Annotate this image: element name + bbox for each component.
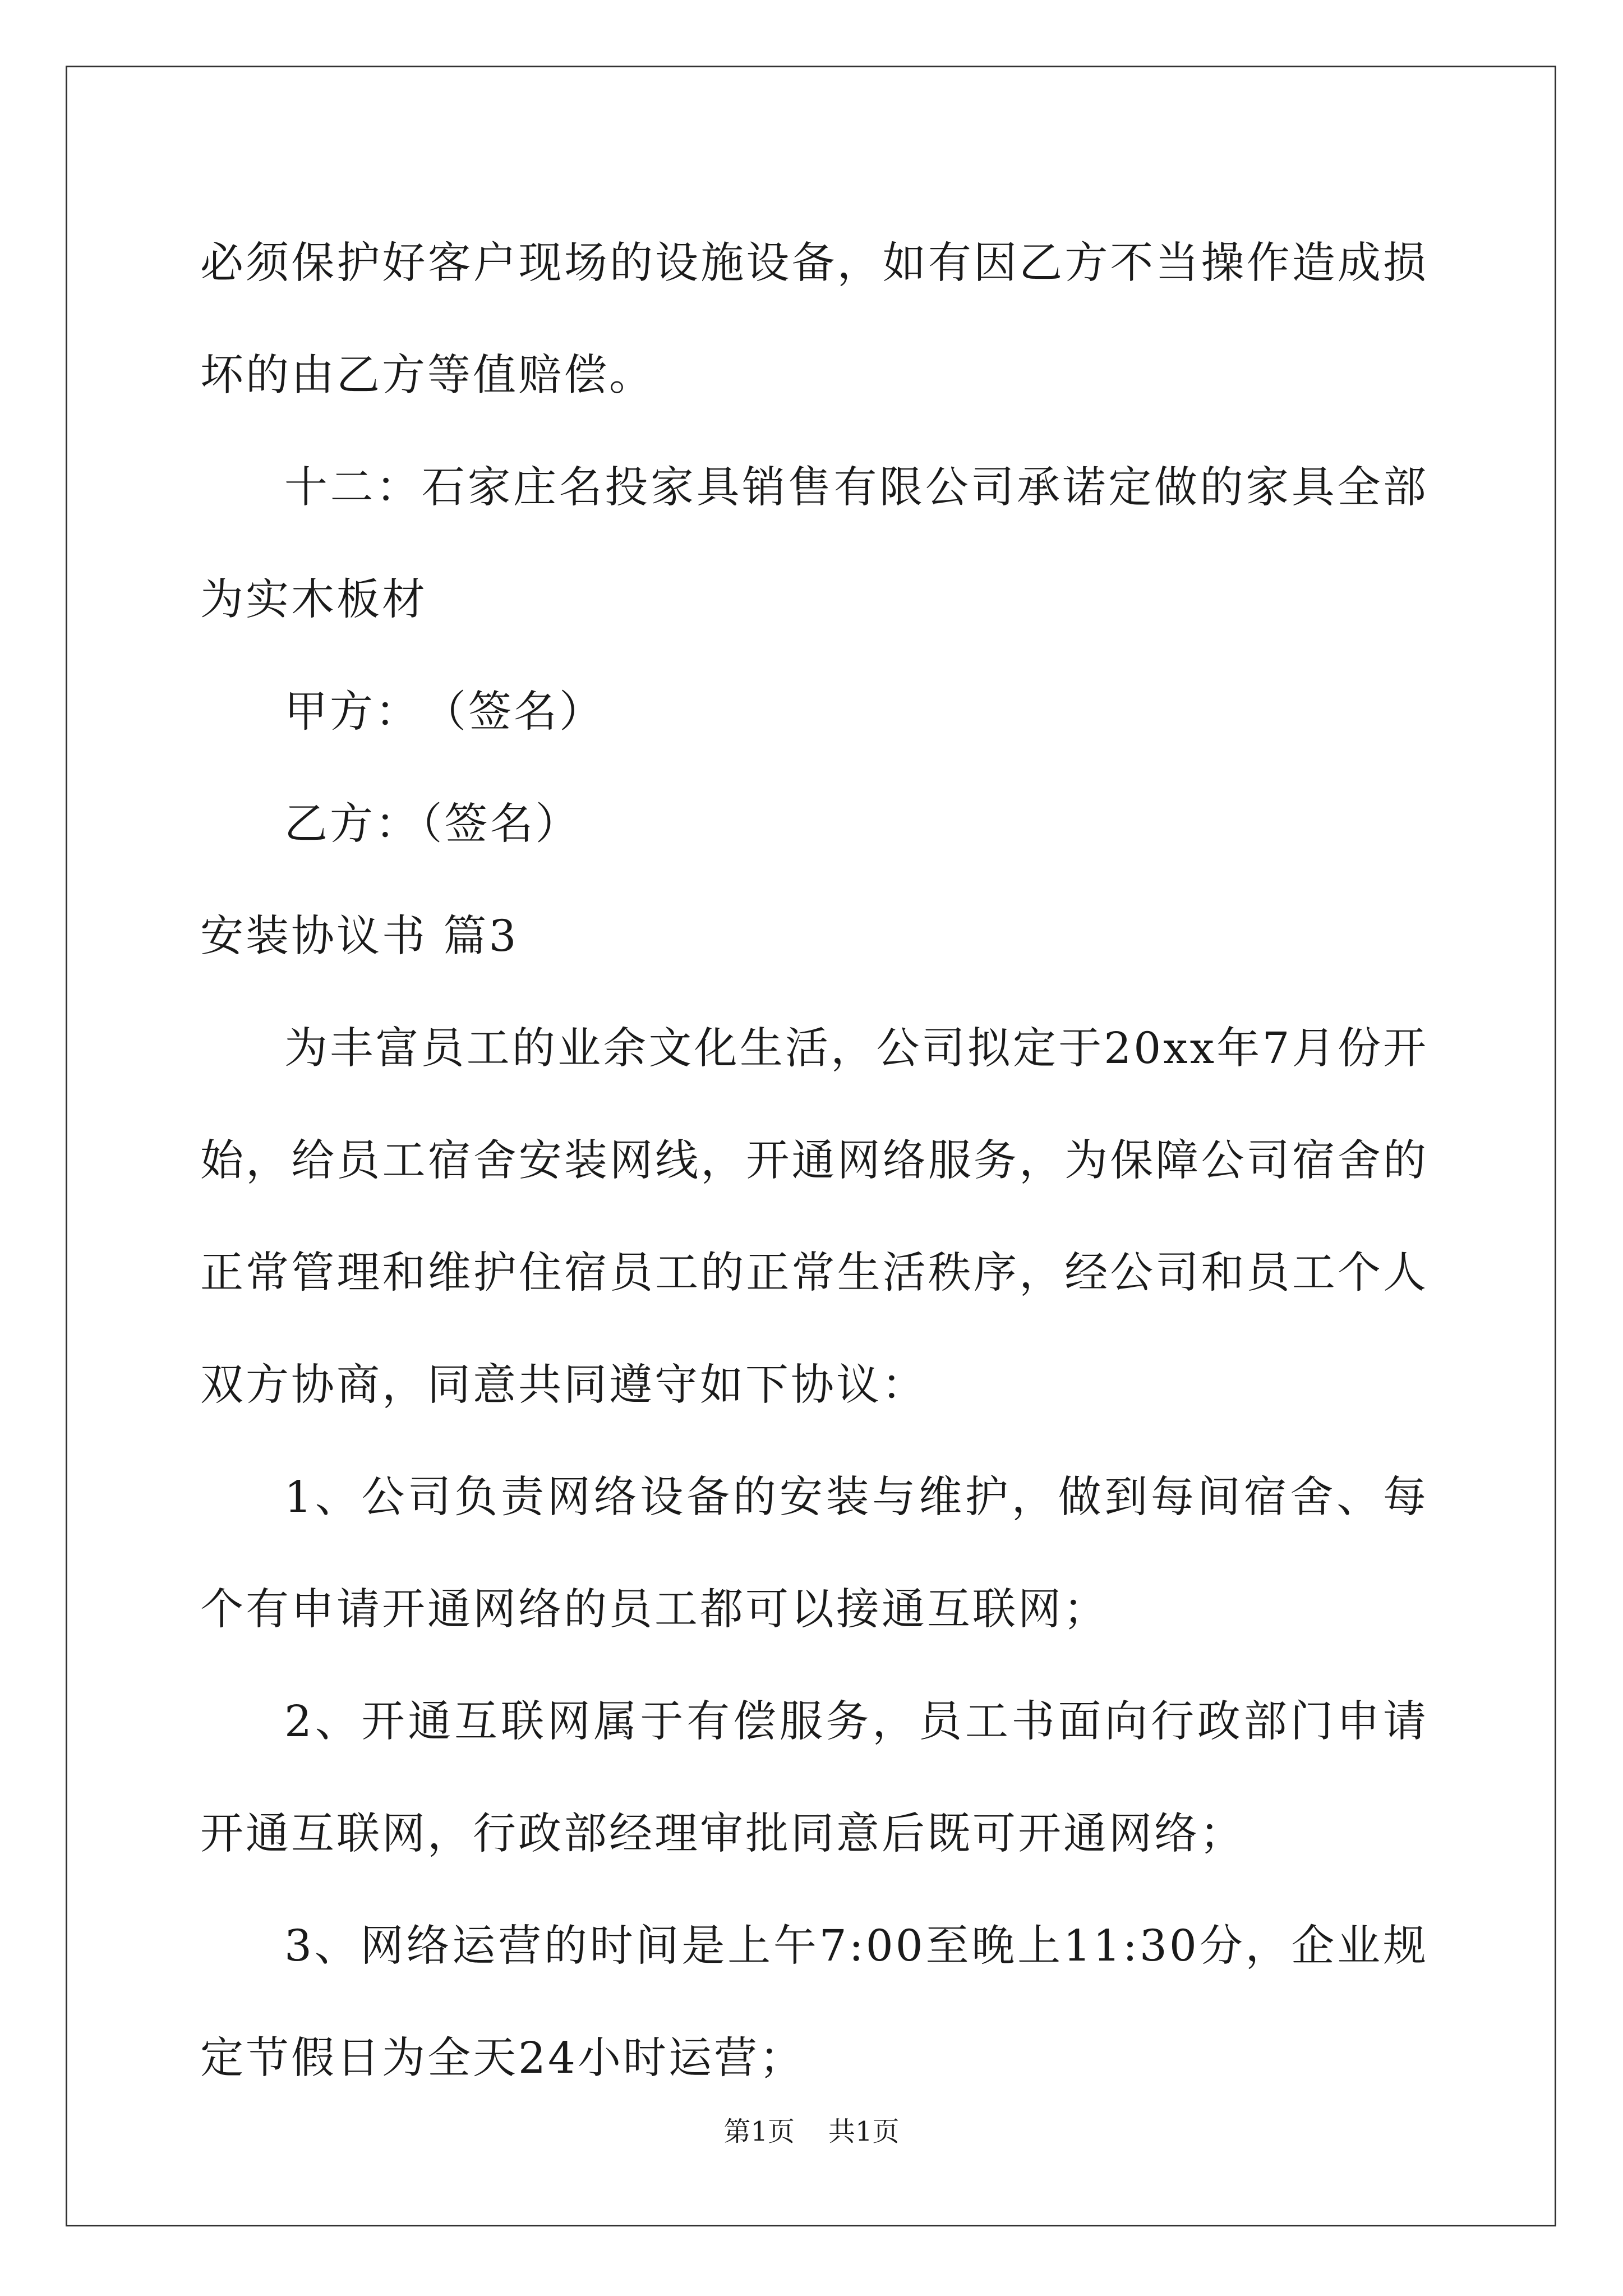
paragraph: 十二：石家庄名投家具销售有限公司承诺定做的家具全部为实木板材: [200, 463, 1428, 625]
page-number-total: 共1页: [828, 2116, 900, 2147]
list-item: 3、网络运营的时间是上午7:00至晚上11:30分，企业规定节假日为全天24小时运营；: [200, 1921, 1428, 2083]
list-item: 1、公司负责网络设备的安装与维护，做到每间宿舍、每个有申请开通网络的员工都可以接通互联网；: [200, 1473, 1428, 1635]
page-number-current: 第1页: [723, 2116, 795, 2147]
signature-line-party-b: 乙方：（签名）: [284, 799, 581, 849]
document-body: [200, 208, 1428, 2115]
page-footer: [0, 2115, 1623, 2148]
paragraph: 必须保护好客户现场的设施设备，如有因乙方不当操作造成损坏的由乙方等值赔偿。: [200, 238, 1428, 401]
section-heading: 安装协议书 篇3: [200, 912, 519, 961]
signature-line-party-a: 甲方： （签名）: [284, 687, 605, 737]
paragraph: 为丰富员工的业余文化生活，公司拟定于20xx年7月份开始，给员工宿舍安装网线，开通网络服务，为保障公司宿舍的正常管理和维护住宿员工的正常生活秩序，经公司和员工个人双方协商，同意共同遵守如下协议：: [200, 1024, 1428, 1410]
list-item: 2、开通互联网属于有偿服务，员工书面向行政部门申请开通互联网，行政部经理审批同意后既可开通网络；: [200, 1697, 1428, 1859]
